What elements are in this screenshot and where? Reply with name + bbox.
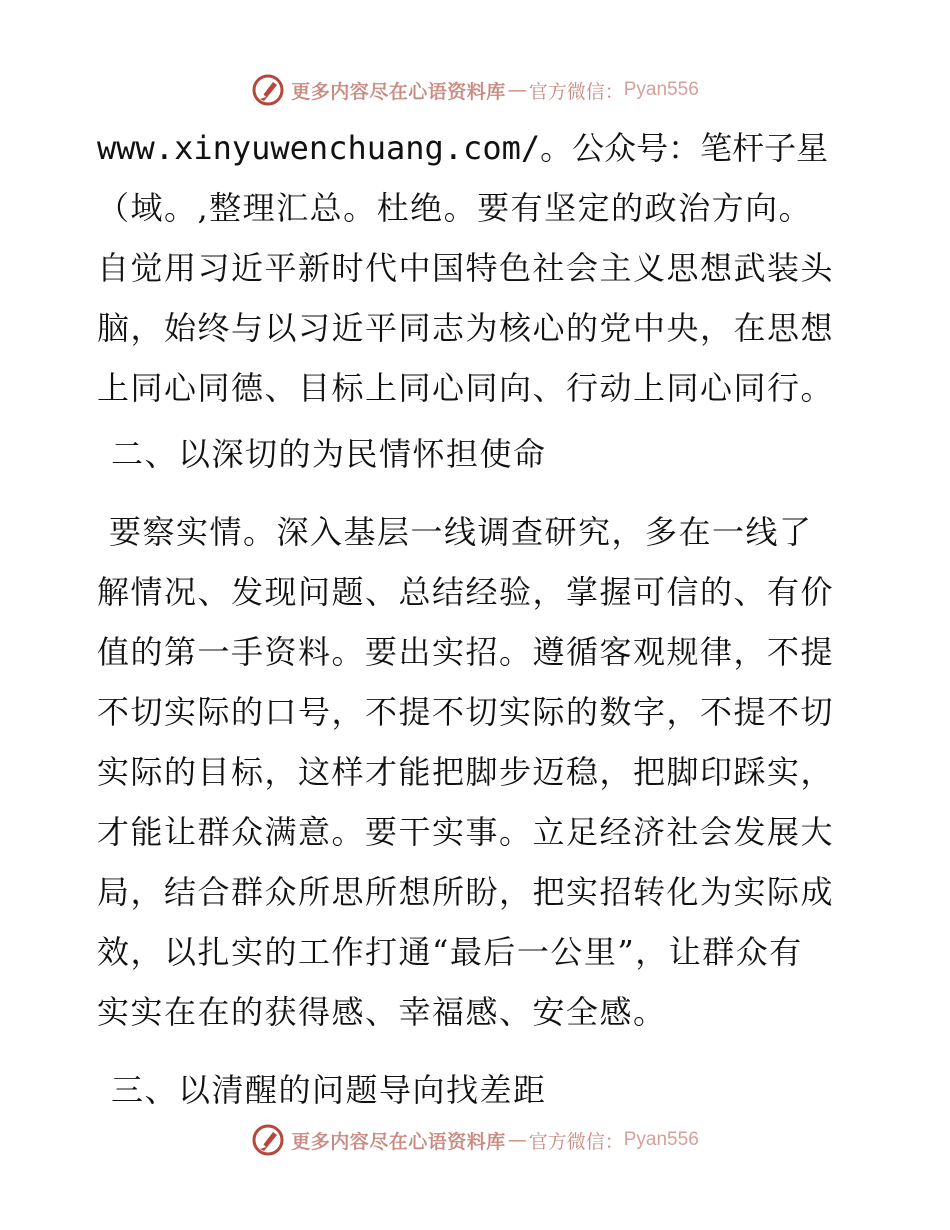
text-line: 解情况、发现问题、总结经验，掌握可信的、有价 xyxy=(97,573,835,611)
banner-text: 更多内容尽在心语资料库 xyxy=(291,80,506,103)
text-line: 实际的目标，这样才能把脚步迈稳，把脚印踩实， xyxy=(97,753,835,791)
banner-wechat-id: Pyan556 xyxy=(623,1129,699,1150)
banner-wechat-id: Pyan556 xyxy=(623,79,699,100)
text-line: 效，以扎实的工作打通“最后一公里”，让群众有 xyxy=(97,933,803,971)
text-line: 要察实情。深入基层一线调查研究，多在一线了 xyxy=(109,513,813,551)
banner-text: 更多内容尽在心语资料库 xyxy=(291,1130,506,1153)
text-line: 局，结合群众所思所想所盼，把实招转化为实际成 xyxy=(97,873,835,911)
paragraph-1 xyxy=(97,118,857,418)
text-line: 值的第一手资料。要出实招。遵循客观规律，不提 xyxy=(97,633,835,671)
text-line: 上同心同德、目标上同心同向、行动上同心同行。 xyxy=(97,369,835,407)
section-heading-2: 二、以深切的为民情怀担使命 xyxy=(111,435,547,473)
pen-circle-logo-icon xyxy=(251,73,285,107)
document-body xyxy=(97,118,857,1120)
banner-wechat-label: 官方微信： xyxy=(528,80,624,103)
text-line: 自觉用习近平新时代中国特色社会主义思想武装头 xyxy=(97,249,835,287)
banner-dash: — xyxy=(507,1129,527,1151)
text-line: 脑，始终与以习近平同志为核心的党中央，在思想 xyxy=(97,309,835,347)
header-banner xyxy=(0,70,950,110)
text-line: 才能让群众满意。要干实事。立足经济社会发展大 xyxy=(97,813,835,851)
banner-wechat-label: 官方微信： xyxy=(528,1130,624,1153)
pen-circle-logo-icon xyxy=(251,1123,285,1157)
text-line: （域。,整理汇总。杜绝。要有坚定的政治方向。 xyxy=(97,189,813,227)
footer-banner xyxy=(0,1120,950,1160)
text-line: 实实在在的获得感、幸福感、安全感。 xyxy=(97,993,667,1031)
paragraph-2 xyxy=(97,502,857,1042)
text-line: 不切实际的口号，不提不切实际的数字，不提不切 xyxy=(97,693,835,731)
text-line: www.xinyuwenchuang.com/。公众号：笔杆子星 xyxy=(97,129,829,167)
section-heading-3: 三、以清醒的问题导向找差距 xyxy=(111,1071,547,1109)
banner-dash: — xyxy=(507,79,527,101)
